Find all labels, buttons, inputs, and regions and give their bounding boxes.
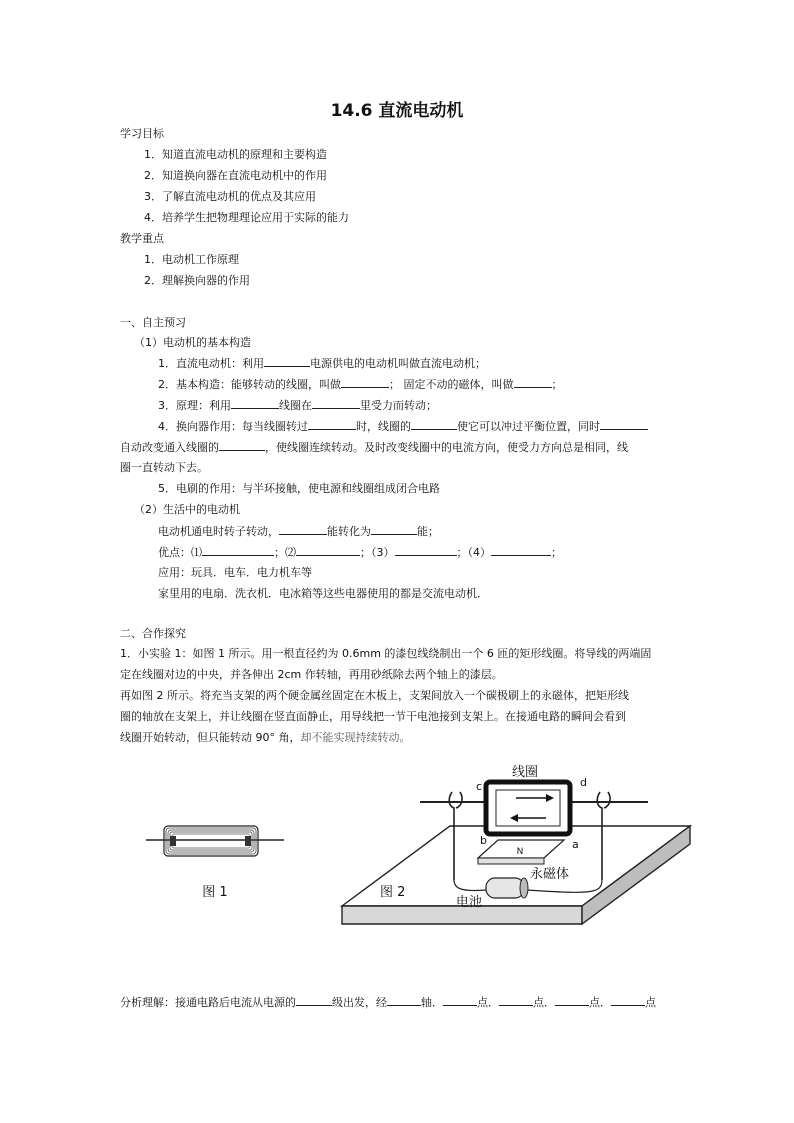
fill-blank[interactable] (499, 995, 533, 1006)
point-b-label: b (480, 834, 487, 847)
fill-blank[interactable] (231, 398, 279, 409)
coil-turn (172, 834, 250, 848)
section1-heading: 一、自主预习 (120, 316, 186, 329)
focus-item: 1．电动机工作原理 (144, 253, 239, 266)
text: 能； (417, 525, 439, 538)
experiment-text: 定在线圈对边的中央，并各伸出 2cm 作转轴，再用砂纸除去两个轴上的漆层。 (120, 668, 503, 681)
fill-blank[interactable] (219, 440, 265, 451)
text: 自动改变通入线圈的 (120, 441, 219, 454)
text: 优点：⑴ (158, 546, 202, 559)
coil-outer (164, 826, 258, 856)
applications-line: 应用：玩具．电车．电力机车等 (158, 566, 312, 579)
fill-blank[interactable] (395, 545, 457, 556)
figure-1-coil (140, 820, 290, 900)
text: 分析理解：接通电路后电流从电源的 (120, 996, 296, 1009)
fill-blank[interactable] (296, 995, 332, 1006)
preview-line-5: 5．电刷的作用：与半环接触，使电源和线圈组成闭合电路 (158, 482, 440, 495)
point-d-label: d (580, 776, 587, 789)
right-support-hook (604, 792, 610, 808)
experiment-text: 再如图 2 所示。将充当支架的两个硬金属丝固定在木板上，支架间放入一个碳极刷上的永磁体，把矩形线 (120, 689, 629, 702)
experiment-text (120, 731, 411, 745)
fill-blank[interactable] (308, 419, 356, 430)
point-a-label: a (572, 838, 579, 851)
fill-blank[interactable] (264, 356, 310, 367)
text: ；（4） (456, 546, 491, 559)
text: 点 (645, 996, 656, 1009)
preview-line-3 (158, 398, 437, 413)
fill-blank[interactable] (296, 545, 360, 556)
energy-line (158, 524, 439, 539)
goal-item: 4．培养学生把物理理论应用于实际的能力 (144, 211, 349, 224)
experiment-text: 圈的轴放在支架上，并让线圈在竖直面静止，用导线把一节干电池接到支架上。在接通电路的瞬间会看到 (120, 710, 626, 723)
section1-sub1: （1）电动机的基本构造 (134, 336, 251, 349)
fill-blank[interactable] (514, 377, 552, 388)
figure-1-caption: 图 1 (202, 885, 228, 900)
analysis-line (120, 995, 656, 1010)
goal-item: 3．了解直流电动机的优点及其应用 (144, 190, 316, 203)
coil-inner (496, 790, 560, 826)
fill-blank[interactable] (411, 419, 457, 430)
text: ；⑵ (274, 546, 296, 559)
battery-label: 电池 (456, 895, 483, 910)
preview-line-4 (158, 419, 648, 434)
text: ，使线圈连续转动。及时改变线圈中的电流方向，使受力方向总是相同，线 (265, 441, 628, 454)
fill-blank[interactable] (600, 419, 648, 430)
permanent-magnet-side (478, 858, 544, 864)
text: 线圈在 (279, 399, 312, 412)
magnet-pole-label: N (516, 847, 524, 857)
fill-blank[interactable] (341, 377, 389, 388)
page-title: 14.6 直流电动机 (330, 101, 464, 121)
focus-heading: 教学重点 (120, 232, 164, 245)
coil-binding (245, 836, 251, 846)
preview-line-1 (158, 356, 486, 371)
fill-blank[interactable] (279, 524, 327, 535)
text: 点． (533, 996, 555, 1009)
text: 时，线圈的 (356, 420, 411, 433)
advantages-line (158, 545, 562, 560)
text: 1．直流电动机：利用 (158, 357, 264, 370)
text: 使它可以冲过平衡位置，同时 (457, 420, 600, 433)
figure-2-caption: 图 2 (380, 885, 406, 900)
text: ；（3） (360, 546, 395, 559)
figure-2-motor (336, 760, 706, 932)
battery-terminal (520, 878, 528, 898)
coil-label: 线圈 (512, 765, 539, 780)
preview-line-4-end: 圈一直转动下去。 (120, 461, 208, 474)
text: 级出发，经 (332, 996, 387, 1009)
magnet-label: 永磁体 (530, 867, 570, 882)
fill-blank[interactable] (202, 545, 274, 556)
text: 却不能实现持续转动。 (300, 731, 411, 744)
goal-item: 2．知道换向器在直流电动机中的作用 (144, 169, 327, 182)
fill-blank[interactable] (312, 398, 360, 409)
preview-line-4-cont (120, 440, 628, 455)
fill-blank[interactable] (611, 995, 645, 1006)
text: 里受力而转动； (360, 399, 437, 412)
section1-sub2: （2）生活中的电动机 (134, 503, 240, 516)
fill-blank[interactable] (371, 524, 417, 535)
battery (486, 878, 524, 898)
text: 点． (589, 996, 611, 1009)
goals-heading: 学习目标 (120, 127, 164, 140)
text: 3．原理：利用 (158, 399, 231, 412)
section2-heading: 二、合作探究 (120, 627, 186, 640)
fill-blank[interactable] (443, 995, 477, 1006)
text: 能转化为 (327, 525, 371, 538)
text: 电源供电的电动机叫做直流电动机； (310, 357, 486, 370)
fill-blank[interactable] (491, 545, 551, 556)
coil-turn (168, 830, 254, 852)
coil-turn (170, 832, 252, 850)
text: 点． (477, 996, 499, 1009)
text: ； (551, 378, 563, 391)
text: 线圈开始转动，但只能转动 90° 角， (120, 731, 301, 744)
fill-blank[interactable] (555, 995, 589, 1006)
point-c-label: c (476, 780, 483, 793)
text: 4．换向器作用：每当线圈转过 (158, 420, 308, 433)
experiment-text: 1．小实验 1：如图 1 所示。用一根直径约为 0.6mm 的漆包线绕制出一个 6 匝的矩形线圈。将导线的两端固 (120, 647, 652, 660)
coil-binding (170, 836, 176, 846)
text: ； (551, 546, 562, 559)
left-support-hook (456, 792, 462, 808)
text: 轴． (421, 996, 443, 1009)
home-appliances-line: 家里用的电扇．洗衣机．电冰箱等这些电器使用的都是交流电动机． (158, 587, 488, 600)
text: 2．基本构造：能够转动的线圈，叫做 (158, 378, 341, 391)
focus-item: 2．理解换向器的作用 (144, 274, 250, 287)
text: 电动机通电时转子转动， (158, 525, 279, 538)
fill-blank[interactable] (387, 995, 421, 1006)
goal-item: 1．知道直流电动机的原理和主要构造 (144, 148, 327, 161)
text: ； 固定不动的磁体，叫做 (389, 378, 514, 391)
preview-line-2 (158, 377, 563, 392)
